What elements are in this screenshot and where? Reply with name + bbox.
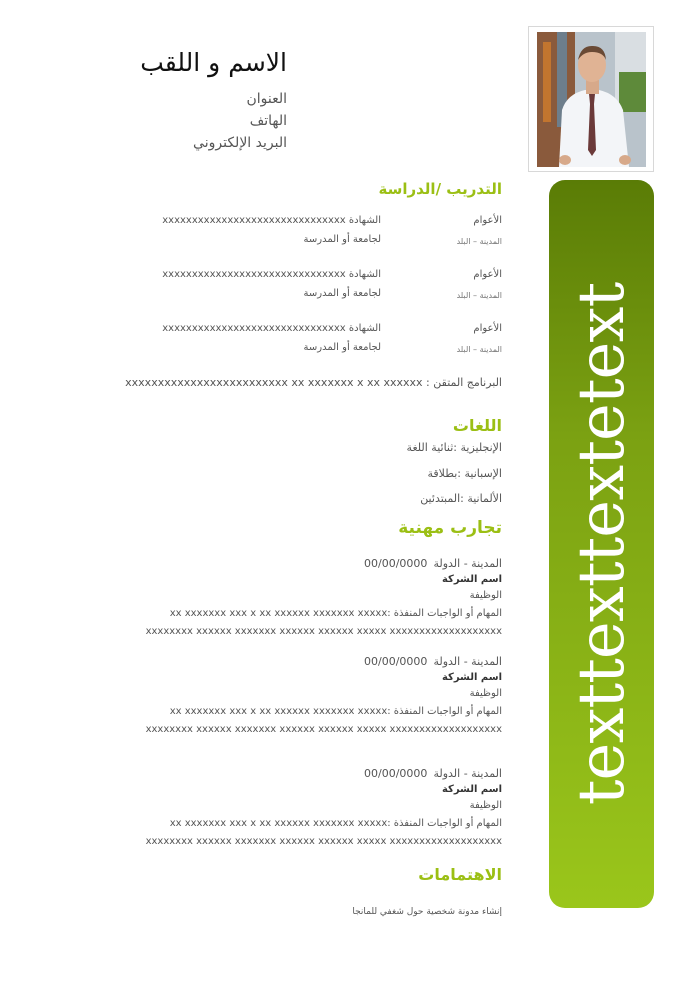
interests-title: الاهتمامات: [418, 865, 502, 884]
education-school: لجامعة أو المدرسة: [303, 234, 381, 245]
education-degree: الشهادة xxxxxxxxxxxxxxxxxxxxxxxxxxxxxxx: [162, 269, 381, 280]
company-name: اسم الشركة: [441, 574, 502, 585]
experience-title: تجارب مهنية: [398, 518, 502, 538]
software-line: البرنامج المتقن : xxxxxxxxxxxxxxxxxxxxxxxxx xx xxxxxxx x xx xxxxxx: [125, 376, 502, 389]
experience-date: 00/00/0000: [364, 767, 428, 780]
education-school: لجامعة أو المدرسة: [303, 342, 381, 353]
education-degree: الشهادة xxxxxxxxxxxxxxxxxxxxxxxxxxxxxxx: [162, 215, 381, 226]
education-place: المدينة – البلد: [456, 345, 502, 354]
profile-photo: [537, 32, 646, 167]
education-years: الأعوام: [473, 323, 502, 334]
education-school: لجامعة أو المدرسة: [303, 288, 381, 299]
phone-line: الهاتف: [249, 113, 287, 129]
education-place: المدينة – البلد: [456, 291, 502, 300]
job-tasks: المهام أو الواجبات المنفذة :xx xxxxxxx xxx x xx xxxxxx xxxxxxx xxxxx: [169, 608, 502, 619]
candidate-name: الاسم و اللقب: [140, 48, 287, 77]
job-title: الوظيفة: [469, 590, 502, 601]
interests-text: إنشاء مدونة شخصية حول شغفي للمانجا: [352, 907, 502, 917]
experience-city: المدينة - الدولة: [433, 557, 502, 570]
job-tasks: المهام أو الواجبات المنفذة :xx xxxxxxx xxx x xx xxxxxx xxxxxxx xxxxx: [169, 818, 502, 829]
address-line: العنوان: [246, 91, 287, 107]
job-tasks: المهام أو الواجبات المنفذة :xx xxxxxxx xxx x xx xxxxxx xxxxxxx xxxxx: [169, 706, 502, 717]
job-title: الوظيفة: [469, 688, 502, 699]
experience-date: 00/00/0000: [364, 557, 428, 570]
language-item: الإنجليزية :ثنائية اللغة: [406, 441, 502, 454]
job-tasks-continued: xxxxxxxx xxxxxx xxxxxxx xxxxxx xxxxxx xxxxx xxxxxxxxxxxxxxxxxxx: [145, 626, 502, 637]
experience-city: المدينة - الدولة: [433, 655, 502, 668]
job-title: الوظيفة: [469, 800, 502, 811]
job-tasks-continued: xxxxxxxx xxxxxx xxxxxxx xxxxxx xxxxxx xxxxx xxxxxxxxxxxxxxxxxxx: [145, 724, 502, 735]
education-title: التدريب /الدراسة: [378, 180, 502, 198]
email-line: البريد الإلكتروني: [193, 135, 287, 151]
languages-title: اللغات: [452, 416, 502, 435]
education-place: المدينة – البلد: [456, 237, 502, 246]
experience-date: 00/00/0000: [364, 655, 428, 668]
company-name: اسم الشركة: [441, 672, 502, 683]
company-name: اسم الشركة: [441, 784, 502, 795]
job-tasks-continued: xxxxxxxx xxxxxx xxxxxxx xxxxxx xxxxxx xxxxx xxxxxxxxxxxxxxxxxxx: [145, 836, 502, 847]
decorative-banner: [549, 180, 654, 908]
experience-city: المدينة - الدولة: [433, 767, 502, 780]
language-item: الألمانية :المبتدئين: [420, 492, 502, 505]
banner-text: texttexttextetext: [564, 282, 639, 806]
photo-frame: [528, 26, 654, 172]
education-years: الأعوام: [473, 269, 502, 280]
education-degree: الشهادة xxxxxxxxxxxxxxxxxxxxxxxxxxxxxxx: [162, 323, 381, 334]
language-item: الإسبانية :بطلاقة: [427, 467, 502, 480]
education-years: الأعوام: [473, 215, 502, 226]
